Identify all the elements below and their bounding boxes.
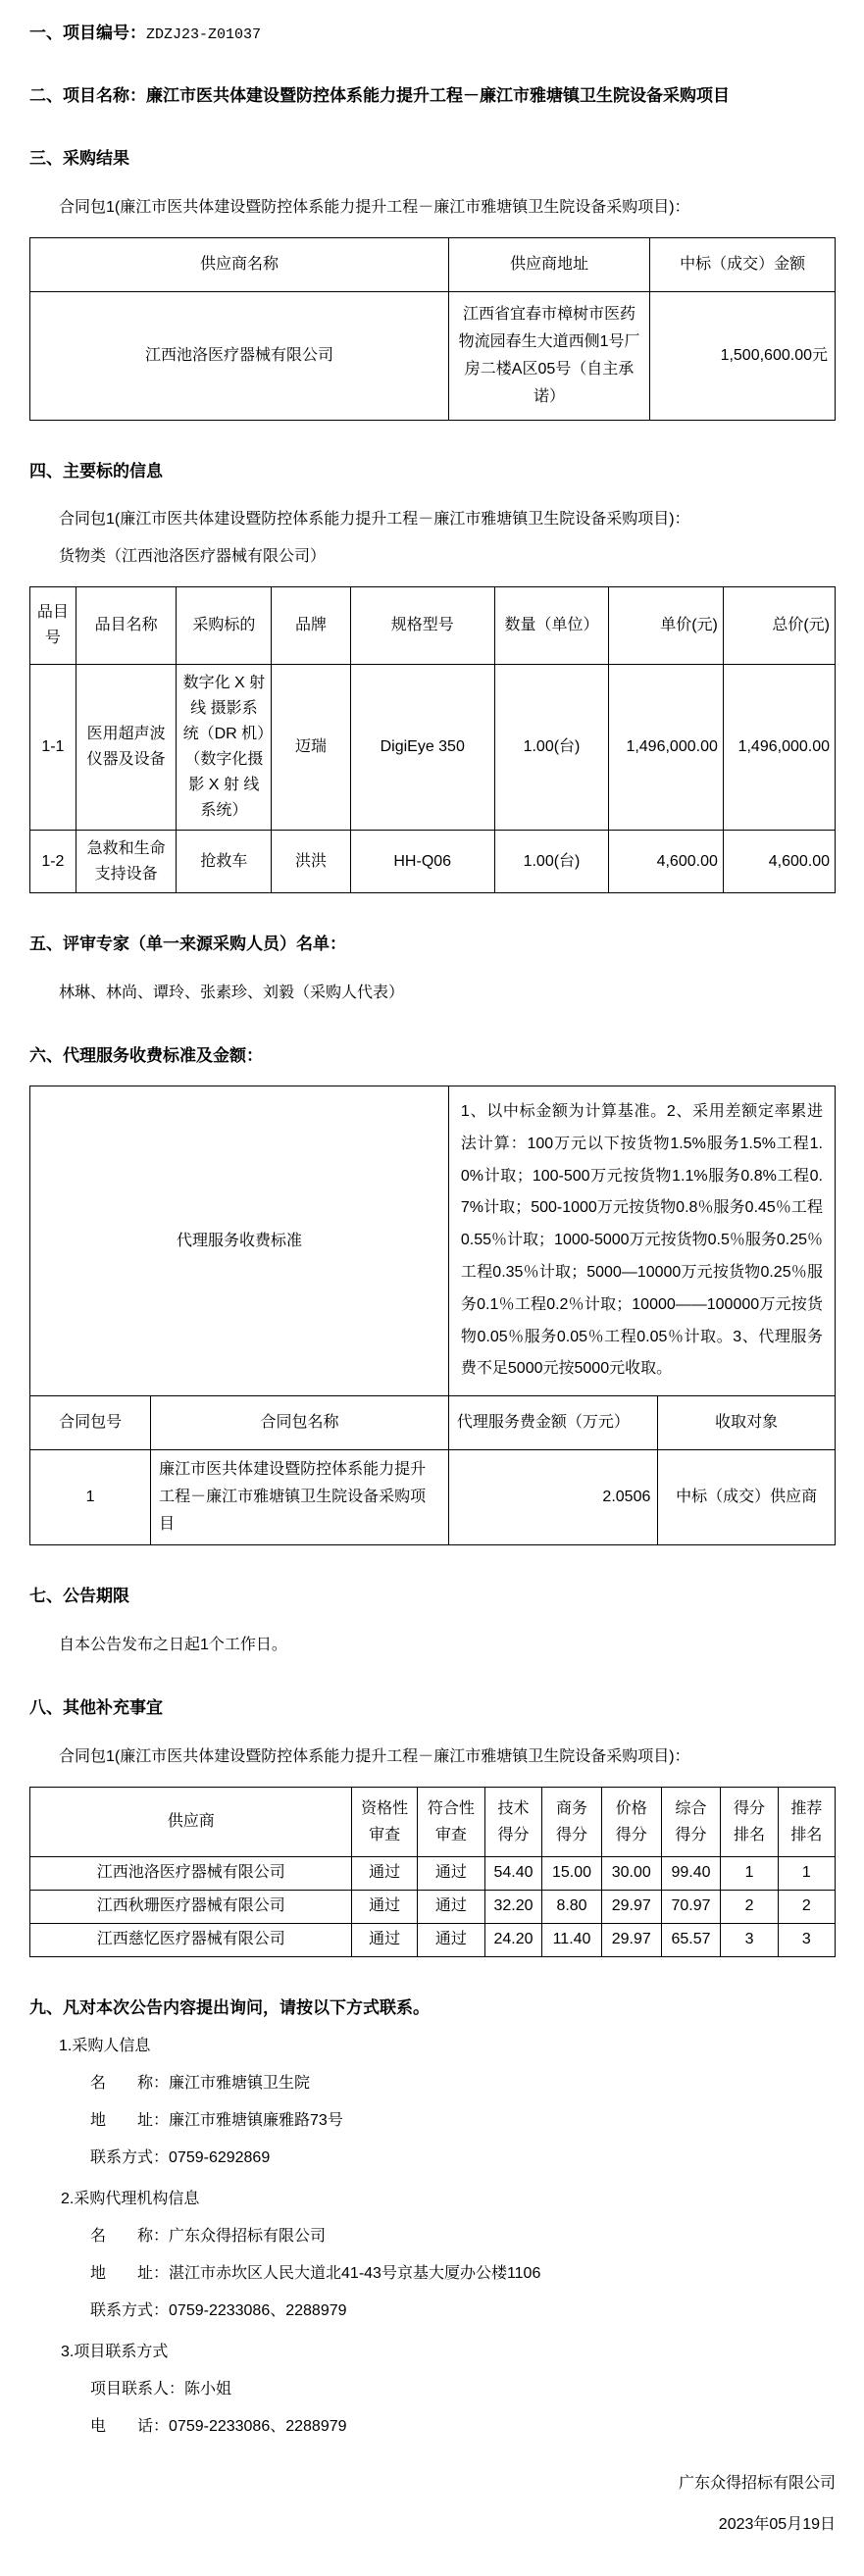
purchaser-info-heading: 1.采购人信息 bbox=[59, 2038, 151, 2055]
agency-info-heading: 2.采购代理机构信息 bbox=[61, 2191, 200, 2208]
supplement-package-line: 合同包1(廉江市医共体建设暨防控体系能力提升工程－廉江市雅塘镇卫生院设备采购项目)： bbox=[59, 1747, 690, 1765]
subject-package-line: 合同包1(廉江市医共体建设暨防控体系能力提升工程－廉江市雅塘镇卫生院设备采购项目)： bbox=[59, 511, 690, 529]
section-project-name bbox=[29, 84, 836, 108]
agency-name-value: 广东众得招标有限公司 bbox=[169, 2228, 327, 2246]
package-no-cell: 1 bbox=[30, 1450, 151, 1545]
table-row bbox=[30, 830, 836, 893]
agency-tel-line bbox=[90, 2299, 836, 2323]
experts-list: 林琳、林尚、谭玲、张素珍、刘毅（采购人代表） bbox=[59, 985, 405, 1002]
technical-score-cell: 32.20 bbox=[484, 1890, 541, 1923]
item-name-cell: 医用超声波仪器及设备 bbox=[76, 665, 177, 830]
column-header-model: 规格型号 bbox=[350, 587, 494, 665]
qualification-cell: 通过 bbox=[352, 1923, 418, 1956]
column-header-item-no: 品目号 bbox=[30, 587, 76, 665]
total-price-cell: 1,496,000.00 bbox=[723, 665, 835, 830]
project-name-label: 二、项目名称： bbox=[29, 86, 146, 105]
qualification-cell: 通过 bbox=[352, 1857, 418, 1891]
purchaser-tel-label: 联系方式： bbox=[90, 2149, 170, 2167]
column-header-technical-score: 技术得分 bbox=[484, 1787, 541, 1856]
column-header-fee-amount: 代理服务费金额（万元） bbox=[448, 1396, 657, 1450]
payer-cell: 中标（成交）供应商 bbox=[658, 1450, 836, 1545]
subject-cell: 数字化 X 射线 摄影系 统（DR 机）（数字化摄 影 X 射 线系统） bbox=[177, 665, 272, 830]
project-contact-person-value: 陈小姐 bbox=[184, 2381, 232, 2399]
section-result-title: 三、采购结果 bbox=[29, 148, 129, 168]
fee-standard-text-cell: 1、以中标金额为计算基准。2、采用差额定率累进法计算：100万元以下按货物1.5%服务1.5%工程1.0%计取；100-500万元按货物1.1%服务0.8%工程0.7%计取；500-1000万元按货物0.8％服务0.45％工程0.55％计取；1000-5000万元按货物0.5％服务0.25％工程0.35％计取；5000—10000万元按货物0.25％服务0.1％工程0.2％计取；10000——100000万元按货物0.05％服务0.05％工程0.05％计取。3、代理服务费不足5000元按5000元收取。 bbox=[448, 1086, 835, 1396]
result-package-line: 合同包1(廉江市医共体建设暨防控体系能力提升工程－廉江市雅塘镇卫生院设备采购项目)： bbox=[59, 198, 690, 216]
item-no-cell: 1-1 bbox=[30, 665, 76, 830]
procurement-result-table bbox=[29, 237, 836, 421]
business-score-cell: 15.00 bbox=[542, 1857, 602, 1891]
supplier-address-cell: 江西省宜春市樟树市医药物流园春生大道西侧1号厂房二楼A区05号（自主承诺） bbox=[448, 291, 649, 420]
project-contact-person-line bbox=[90, 2378, 836, 2401]
fee-standard-label-cell: 代理服务收费标准 bbox=[30, 1086, 449, 1396]
column-header-award-amount: 中标（成交）金额 bbox=[650, 237, 836, 291]
column-header-conformity-review: 符合性审查 bbox=[417, 1787, 484, 1856]
agency-address-line bbox=[90, 2262, 836, 2286]
overall-score-cell: 99.40 bbox=[661, 1857, 721, 1891]
table-row bbox=[30, 1086, 836, 1396]
fee-amount-cell: 2.0506 bbox=[448, 1450, 657, 1545]
brand-cell: 迈瑞 bbox=[272, 665, 350, 830]
column-header-qualification-review: 资格性审查 bbox=[352, 1787, 418, 1856]
column-header-quantity: 数量（单位） bbox=[494, 587, 609, 665]
price-score-cell: 29.97 bbox=[601, 1890, 661, 1923]
score-rank-cell: 2 bbox=[721, 1890, 778, 1923]
column-header-price-score: 价格得分 bbox=[601, 1787, 661, 1856]
purchaser-name-value: 廉江市雅塘镇卫生院 bbox=[169, 2075, 311, 2093]
purchaser-name-label: 名 称： bbox=[90, 2075, 170, 2093]
section-contact-title: 九、凡对本次公告内容提出询问，请按以下方式联系。 bbox=[29, 1997, 430, 2017]
purchaser-address-value: 廉江市雅塘镇廉雅路73号 bbox=[169, 2112, 343, 2130]
item-name-cell: 急救和生命支持设备 bbox=[76, 830, 177, 893]
column-header-item-name: 品目名称 bbox=[76, 587, 177, 665]
table-row bbox=[30, 665, 836, 830]
purchaser-name-line bbox=[90, 2072, 836, 2096]
item-no-cell: 1-2 bbox=[30, 830, 76, 893]
table-row bbox=[30, 1923, 836, 1956]
table-row bbox=[30, 1890, 836, 1923]
period-text: 自本公告发布之日起1个工作日。 bbox=[59, 1637, 287, 1654]
column-header-total-price: 总价(元) bbox=[723, 587, 835, 665]
column-header-recommend-rank: 推荐排名 bbox=[778, 1787, 835, 1856]
column-header-supplier-name: 供应商名称 bbox=[30, 237, 449, 291]
recommend-rank-cell: 1 bbox=[778, 1857, 835, 1891]
table-header-row bbox=[30, 587, 836, 665]
section-experts-title: 五、评审专家（单一来源采购人员）名单： bbox=[29, 934, 346, 954]
conformity-cell: 通过 bbox=[417, 1857, 484, 1891]
project-contact-tel-value: 0759-2233086、2288979 bbox=[169, 2418, 347, 2436]
score-rank-cell: 3 bbox=[721, 1923, 778, 1956]
unit-price-cell: 4,600.00 bbox=[609, 830, 724, 893]
agency-name-line bbox=[90, 2225, 836, 2248]
column-header-package-name: 合同包名称 bbox=[151, 1396, 449, 1450]
project-name-value: 廉江市医共体建设暨防控体系能力提升工程－廉江市雅塘镇卫生院设备采购项目 bbox=[146, 86, 730, 105]
recommend-rank-cell: 3 bbox=[778, 1923, 835, 1956]
package-name-cell: 廉江市医共体建设暨防控体系能力提升工程－廉江市雅塘镇卫生院设备采购项目 bbox=[151, 1450, 449, 1545]
project-contact-tel-line bbox=[90, 2415, 836, 2439]
technical-score-cell: 24.20 bbox=[484, 1923, 541, 1956]
conformity-cell: 通过 bbox=[417, 1890, 484, 1923]
table-header-row bbox=[30, 1396, 836, 1450]
subject-cell: 抢救车 bbox=[177, 830, 272, 893]
column-header-supplier-address: 供应商地址 bbox=[448, 237, 649, 291]
supplier-cell: 江西慈忆医疗器械有限公司 bbox=[30, 1923, 352, 1956]
supplier-cell: 江西秋珊医疗器械有限公司 bbox=[30, 1890, 352, 1923]
score-rank-cell: 1 bbox=[721, 1857, 778, 1891]
main-subject-table bbox=[29, 586, 836, 893]
project-contact-heading: 3.项目联系方式 bbox=[61, 2344, 169, 2361]
project-contact-person-label: 项目联系人： bbox=[90, 2381, 185, 2399]
unit-price-cell: 1,496,000.00 bbox=[609, 665, 724, 830]
agency-tel-value: 0759-2233086、2288979 bbox=[169, 2302, 347, 2320]
purchaser-address-line bbox=[90, 2109, 836, 2133]
business-score-cell: 11.40 bbox=[542, 1923, 602, 1956]
qualification-cell: 通过 bbox=[352, 1890, 418, 1923]
table-row bbox=[30, 1450, 836, 1545]
business-score-cell: 8.80 bbox=[542, 1890, 602, 1923]
purchaser-address-label: 地 址： bbox=[90, 2112, 170, 2130]
footer-date: 2023年05月19日 bbox=[718, 2516, 836, 2534]
table-row bbox=[30, 291, 836, 420]
column-header-business-score: 商务得分 bbox=[542, 1787, 602, 1856]
brand-cell: 洪洪 bbox=[272, 830, 350, 893]
project-number-label: 一、项目编号： bbox=[29, 24, 146, 42]
conformity-cell: 通过 bbox=[417, 1923, 484, 1956]
supplier-name-cell: 江西池洛医疗器械有限公司 bbox=[30, 291, 449, 420]
section-period-title: 七、公告期限 bbox=[29, 1587, 129, 1606]
supplier-cell: 江西池洛医疗器械有限公司 bbox=[30, 1857, 352, 1891]
section-supplement-title: 八、其他补充事宜 bbox=[29, 1698, 163, 1718]
project-contact-tel-label: 电 话： bbox=[90, 2418, 170, 2436]
column-header-unit-price: 单价(元) bbox=[609, 587, 724, 665]
quantity-cell: 1.00(台) bbox=[494, 665, 609, 830]
section-subject-title: 四、主要标的信息 bbox=[29, 461, 163, 480]
purchaser-tel-line bbox=[90, 2147, 836, 2170]
agency-address-label: 地 址： bbox=[90, 2265, 170, 2283]
price-score-cell: 29.97 bbox=[601, 1923, 661, 1956]
model-cell: DigiEye 350 bbox=[350, 665, 494, 830]
footer-company: 广东众得招标有限公司 bbox=[678, 2475, 836, 2493]
agency-address-value: 湛江市赤坎区人民大道北41-43号京基大厦办公楼1106 bbox=[169, 2265, 541, 2283]
purchaser-tel-value: 0759-6292869 bbox=[169, 2149, 271, 2167]
section-project-number bbox=[29, 22, 836, 45]
overall-score-cell: 65.57 bbox=[661, 1923, 721, 1956]
column-header-score-rank: 得分排名 bbox=[721, 1787, 778, 1856]
subject-category-line: 货物类（江西池洛医疗器械有限公司） bbox=[59, 548, 327, 566]
price-score-cell: 30.00 bbox=[601, 1857, 661, 1891]
column-header-subject: 采购标的 bbox=[177, 587, 272, 665]
supplier-evaluation-table bbox=[29, 1787, 836, 1957]
technical-score-cell: 54.40 bbox=[484, 1857, 541, 1891]
column-header-package-no: 合同包号 bbox=[30, 1396, 151, 1450]
total-price-cell: 4,600.00 bbox=[723, 830, 835, 893]
column-header-brand: 品牌 bbox=[272, 587, 350, 665]
column-header-overall-score: 综合得分 bbox=[661, 1787, 721, 1856]
column-header-payer: 收取对象 bbox=[658, 1396, 836, 1450]
project-number-value: ZDZJ23-Z01037 bbox=[146, 26, 262, 43]
column-header-supplier: 供应商 bbox=[30, 1787, 352, 1856]
quantity-cell: 1.00(台) bbox=[494, 830, 609, 893]
model-cell: HH-Q06 bbox=[350, 830, 494, 893]
table-header-row bbox=[30, 237, 836, 291]
table-header-row bbox=[30, 1787, 836, 1856]
overall-score-cell: 70.97 bbox=[661, 1890, 721, 1923]
recommend-rank-cell: 2 bbox=[778, 1890, 835, 1923]
agency-name-label: 名 称： bbox=[90, 2228, 170, 2246]
agency-fee-table bbox=[29, 1086, 836, 1545]
table-row bbox=[30, 1857, 836, 1891]
agency-tel-label: 联系方式： bbox=[90, 2302, 170, 2320]
section-agency-fee-title: 六、代理服务收费标准及金额： bbox=[29, 1046, 263, 1066]
award-amount-cell: 1,500,600.00元 bbox=[650, 291, 836, 420]
